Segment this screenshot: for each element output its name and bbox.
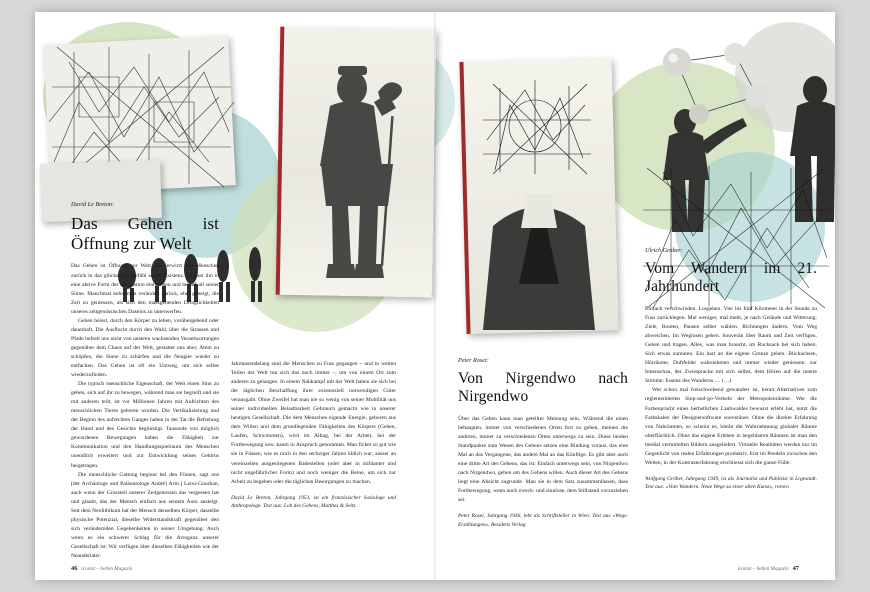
byline-rosei: Peter Rosei: [458, 357, 489, 364]
page-number-right: 47 [792, 565, 799, 572]
credit-grober: Wolfgang Gröber, Jahrgang 1949, ist als Journalist und Publizist in Lrgestadt. Text aus: «Vom Wandern. Neue Wege zu einer alten Kunst», rororo [645, 475, 817, 491]
article-le-breton-col-2 [231, 360, 396, 511]
folio-source-right: iconist – bellen Magazin [737, 566, 789, 572]
credit-rosei: Peter Rosei, Jahrgang 1946, lebt als Schriftsteller in Wien. Text aus «Wege. Erzählungen», Residenz Verlag [458, 513, 628, 529]
headline-grober: Vom Wandern im 21. Jahrhundert [645, 260, 817, 296]
sphere-cluster [639, 38, 779, 138]
folio-right [738, 565, 799, 572]
paragraph: Die menschliche Gattung beginnt bei den Füssen, sagt uns [der Archäologe und Paläontologe André] Arm.] Leroi-Gourhan, auch wenn der Grossteil unserer Zeitgenossen das vergessen hat und glaubt, das der Mensch einfach aus seinem Auto austeigt. Seit dem Neolithikum hat der Mensch denselben Körper, dasselbe physische Potenzial, dieselbe Widerstandskraft gegenüber den sich verändernden Gegebenheiten in seiner Umgebung. Auch wenn es ein schwerer Schlag für die Arroganz unserer Gesellschaft ist: Wir verfügen über dieselben Fähigkeiten wie der Neandertaler. [71, 471, 219, 559]
headline-le-breton: Das Gehen ist Öffnung zur Welt [71, 214, 219, 253]
paragraph: Die typisch menschliche Eigenschaft, der Welt einen Sinn zu geben, sich auf ihr zu bewegen, während man sie begreift und sie mit anderen teilt, ist vor Millionen Jahren mit Aufrichten des menschlichen Tieres geboren worden. Die Vertikalisierung und der Beginn des aufrechten Ganges haben in der Tat die Befreiung der Hand und des Gesichts begünstigt. Tausende von möglich gewordenen Bewegungen haben die Fähigkeit zur Kommunikation und den Handlungsspielraum des Menschen unendlich erweitert und zur Entwicklung seines Gehirns beigetragen. [71, 381, 219, 469]
paragraph: Das Gehen ist Öffnung zur Welt. Es verwirrt den Menschen zurück in das glückselige Gefühl seiner Existenz. Es lässt ihn in eine aktive Form der Meditation eintauchen und bedarf all seiner Sinne. Manchmal kehrt man verändert zurück, eher geneigt, die Zeit zu geniessen, als sich den massgebenden Dringlichkeiten unseres zeitgenössischen Daseins zu unterwerfen. [71, 263, 219, 315]
paragraph: Wer schon mal freischwebend gewandert ist, kennt Alternativen zum reglementierten Stop-and-go-Verkehr der Metropolenräume. Wer die Farbenpracht eines herbstlichen Laubwaldes bewusst erlebt hat, nutzt die Farbskalen der Designersoftware souveräner. Ohne die direkte Erfahrung von Nahräumen, so scheint es, bleibt die Wahrnehmung globaler Räume oberflächlich. Ohne das eigene Erleben in begehbaren Räumen ist man den medial vermittelten Bildern ausgeliefert. Virtuelle Realitäten werden nur im Gegenlicht von realen Erfahrungen produktiv. Erst im Pendeln zwischen den Welten, in der Kontrasterfahrung erschliesst sich die ganze Fülle. [645, 387, 817, 466]
headline-rosei: Von Nirgendwo nach Nirgendwo [458, 370, 628, 406]
paragraph: Gehen heisst, durch den Körper zu leben, vorübergehend oder dauerhaft. Die Ausflucht durch den Wald, über die Strassen und Pfade befreit uns nicht von unseren wachsenden Verantwortungen gegenüber dem Chaos auf der Welt, gestattet uns aber, Atem zu schöpfen, die Sinne zu schärfen und die Neugier wieder zu entfachen. Das Gehen ist oft ein Umweg, um sich selbst wiederzufinden. [71, 317, 219, 379]
magazine-spread [35, 12, 835, 580]
credit-le-breton: David Le Breton, Jahrgang 1953, ist ein französischer Soziologe und Anthropologe. Text aus: Lob des Gehens, Matthes & Seitz [231, 494, 396, 510]
paragraph: Über das Gehen kann man geteilter Meinung sein. Während die einen behaupten, immer von verschiedenen Orten fort zu gehen, meinen die anderen, immer zu verschiedenen Orten unterwegs zu sein. Diese beiden Standpunkte zum Wesen des Gehens setzen eine Bindung voraus, das eine Mal an das Vergangene, das andere Mal an das Künftige. Es gibt aber auch eine dritte Art des Gehens, das ist: Einfach unterwegs sein, von Nirgendwo nach Nirgendwo, gehen um des Gehens willen. Auch dieser Art des Gehens liegt eine Absicht zugrunde. Man sie in dem Satz zusammenfassen, dass Fortbewegung, wenn auch zweck- und sinnlose, dem Stillstand vorzuziehen sei. [458, 415, 628, 504]
figure-man-with-hat-icon [290, 40, 425, 300]
article-grober [645, 246, 817, 492]
article-le-breton-col-1 [71, 200, 219, 561]
page-number-left: 46 [71, 565, 78, 572]
scribble-head-network [465, 70, 605, 180]
paragraph: Einfach verschwinden. Losgehen. Vier bis fünf Kilometer in der Stunde zu Fuss zurücklegen. Mal weniger, mal mehr, je nach Gelände und Witterung. Ziele, Routen, Pausen selber wählen. Richtungen ändern. Vom Weg abweichen. Im Weglosen gehen. Souverän über Raum und Zeit verfügen. Gehen und tragen. Alles, was man braucht, im Rucksack bei sich haben. Sich etwas zumuten. Ein hart an die eigene Grenze gehen. Blickachsen, Hörräume, Duftfelder wahrnehmen und immer wieder geniessen: zur Innenschau, der Zwiesprache mit sich selbst, dem Hören auf die innere Stimme: Essenz des Wanderns … (…) [645, 305, 817, 385]
byline-le-breton: David Le Breton: [71, 201, 115, 208]
byline-grober: Ulrich Grober: [645, 247, 683, 254]
spread-gutter [434, 12, 436, 580]
paragraph: Jahrtausendelang sind die Menschen zu Fuss gegangen – und in weiten Teilen der Welt tun sich das noch immer –, um von einem Ort zum anderen zu gelangen. In einem Nahkampf mit der Welt haben sie sich bei der täglichen Beschaffung ihrer existenziell notwendigen Güter verausgabt. Ohne Zweifel hat man nie so wenig von seiner Mobilität uns seiner individuellen Belastbarkeit Gebrauch gemacht wie in unserer heutigen Gesellschaft. Die dem Menschen eigende Energie, geboren aus dem Willen und dem grundlegenden Fähigkeiten des Körpers (Gehen, Laufen, Schwimmen), wird im Alltag, bei der Arbeit, bei der Fortbewegung usw. kaum in Anspruch genommen. Man ficket so gut wie sie in Füssen, wie es noch in den sechziger Jahren üblich war, ausser an vereinzelten ausgestiegenen Badestellen (oder aber in militanter und nicht ungefährlicher Form) und noch weniger die Beine, um sich zur Arbeit zu begeben oder die täglichen Besorgungen zu machen. [231, 361, 396, 485]
article-rosei [458, 356, 628, 530]
folio-left [71, 565, 132, 572]
folio-source-left: iconist – bellen Magazin [81, 566, 133, 572]
